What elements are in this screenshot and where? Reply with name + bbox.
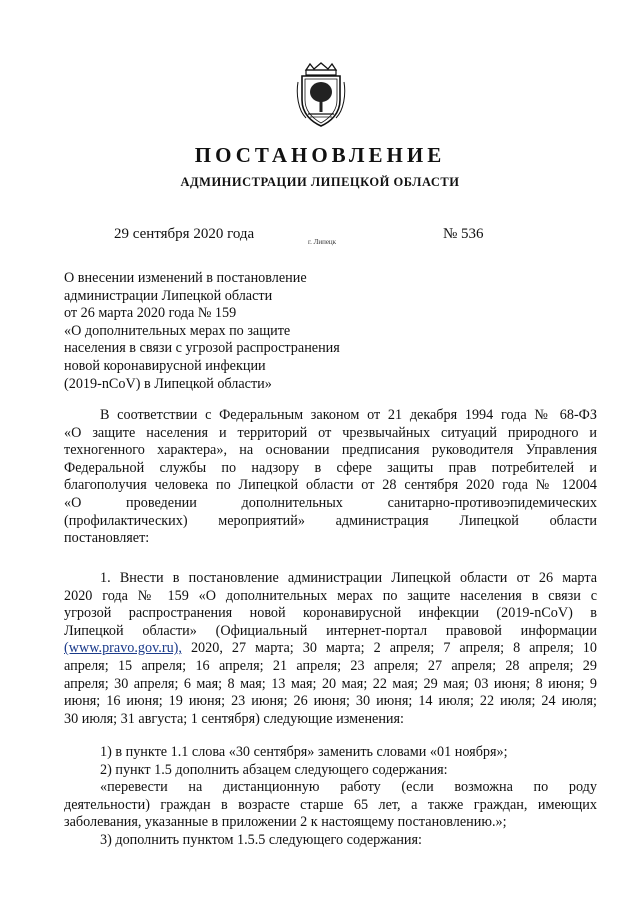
text-line: июня; 16 июня; 19 июня; 23 июня; 26 июня; 30 июня; 14 июля; 22 июля; 24 июля; — [64, 693, 597, 710]
text-fragment: 2020, 27 марта; 30 марта; 2 апреля; 7 апреля; 8 апреля; 10 — [190, 640, 597, 657]
text-line: техногенного характера», на основании предписания руководителя Управления — [64, 442, 597, 459]
pravo-gov-link[interactable]: (www.pravo.gov.ru), — [64, 640, 182, 657]
document-city: г. Липецк — [308, 238, 337, 246]
heading-line: О внесении изменений в постановление — [64, 270, 307, 286]
text-line: Федеральной службы по надзору в сфере защиты прав потребителей и — [64, 459, 597, 476]
text-line: «О проведении дополнительных санитарно-противоэпидемических — [64, 494, 597, 511]
text-line: «О защите населения и территорий от чрезвычайных ситуаций природного и — [64, 424, 597, 441]
heading-line: населения в связи с угрозой распространения — [64, 340, 340, 357]
heading-line: администрации Липецкой области — [64, 287, 273, 304]
text-line: (профилактических) мероприятий» администрация Липецкой области — [64, 512, 597, 529]
text-line: деятельности) граждан в возрасте старше 65 лет, а также граждан, имеющих — [64, 796, 597, 813]
document-number: № 536 — [443, 226, 484, 242]
text-line: апреля; 30 апреля; 6 мая; 8 мая; 13 мая; 20 мая; 22 мая; 29 мая; 03 июня; 8 июня; 9 — [64, 675, 597, 692]
heading-line: «О дополнительных мерах по защите — [64, 322, 291, 339]
lipetsk-coat-of-arms-icon — [296, 62, 346, 128]
document-heading — [64, 270, 384, 393]
text-line: 30 июля; 31 августа; 1 сентября) следующие изменения: — [64, 710, 404, 727]
document-subtitle: АДМИНИСТРАЦИИ ЛИПЕЦКОЙ ОБЛАСТИ — [180, 175, 460, 189]
item-1-paragraph — [64, 570, 597, 728]
heading-line: от 26 марта 2020 года № 159 — [64, 305, 237, 322]
preamble-paragraph — [64, 407, 597, 548]
list-item: 2) пункт 1.5 дополнить абзацем следующего содержания: — [100, 761, 448, 778]
list-item: 1) в пункте 1.1 слова «30 сентября» заменить словами «01 ноября»; — [100, 744, 508, 760]
text-line: постановляет: — [64, 530, 150, 547]
changes-list — [64, 744, 597, 850]
heading-line: (2019-nCoV) в Липецкой области» — [64, 375, 272, 392]
text-line: 1. Внести в постановление администрации Липецкой области от 26 марта — [100, 570, 597, 586]
text-line — [64, 640, 597, 658]
text-line: Липецкой области» (Официальный интернет-портал правовой информации — [64, 622, 597, 639]
list-item: 3) дополнить пунктом 1.5.5 следующего содержания: — [100, 831, 422, 848]
document-title: ПОСТАНОВЛЕНИЕ — [194, 143, 446, 167]
text-line: апреля; 15 апреля; 16 апреля; 21 апреля; 23 апреля; 27 апреля; 28 апреля; 29 — [64, 657, 597, 674]
document-date: 29 сентября 2020 года — [114, 226, 255, 242]
text-line: благополучия человека по Липецкой области от 28 сентября 2020 года № 12004 — [64, 477, 597, 494]
text-line: заболевания, указанные в приложении 2 к настоящему постановлению.»; — [64, 814, 507, 831]
text-line: «перевести на дистанционную работу (если возможна по роду — [100, 779, 597, 796]
text-line: В соответствии с Федеральным законом от 21 декабря 1994 года № 68-ФЗ — [100, 407, 597, 423]
heading-line: новой коронавирусной инфекции — [64, 357, 266, 374]
text-line: 2020 года № 159 «О дополнительных мерах по защите населения в связи с — [64, 587, 597, 604]
text-line: угрозой распространения новой коронавирусной инфекции (2019-nCoV) в — [64, 605, 597, 622]
